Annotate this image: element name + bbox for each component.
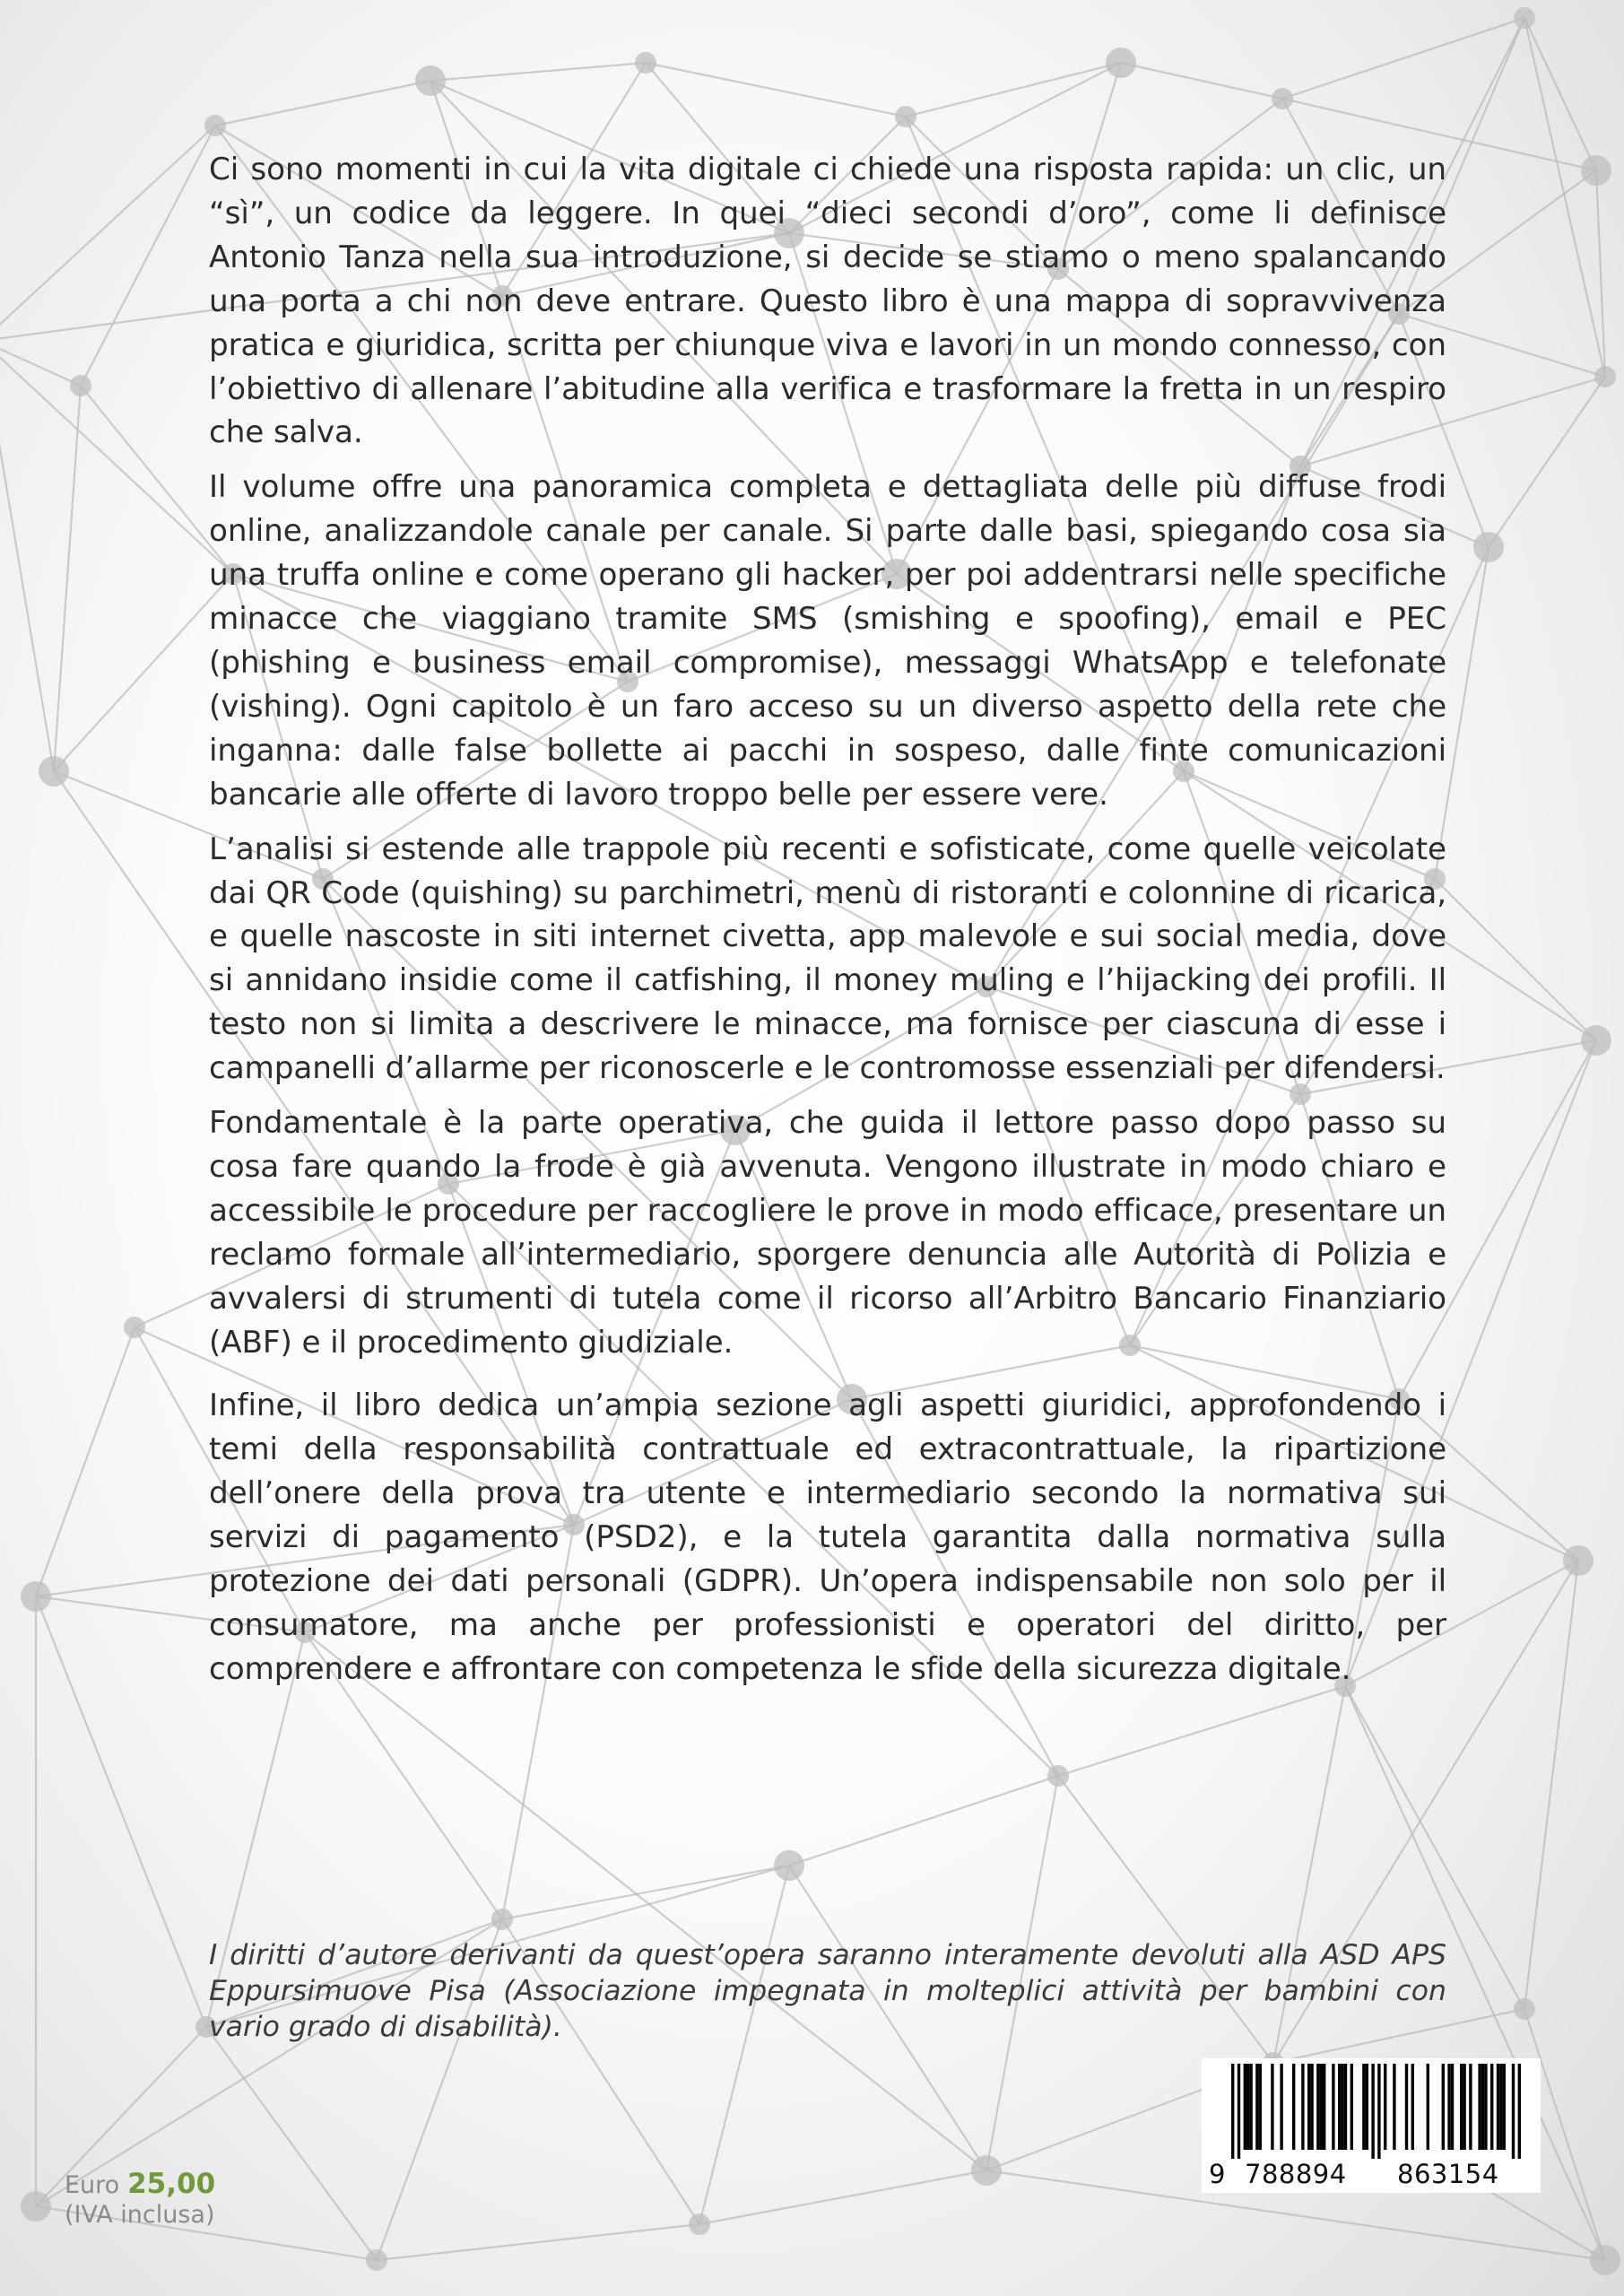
barcode-bar [1341, 2064, 1343, 2150]
network-line [0, 126, 215, 341]
network-line [789, 1776, 1058, 1866]
paragraph-intro: Ci sono momenti in cui la vita digitale ci chiede una risposta rapida: un clic, un “sì”, un codice da leggere. In quei “dieci secondi d’oro”, come li definisce Antonio Tanza nella sua introduzione, si decide se stiamo o meno spalancando una porta a chi non deve entrare. Questo libro è una mappa di sopravvivenza pratica e giuridica, scritta per chiunque viva e lavori in un mondo connesso, con l’obiettivo di allenare l’abitudine alla verifica e trasformare la fretta in un respiro che salva. [209, 152, 1446, 451]
network-node [1106, 48, 1136, 78]
price-vat-note: (IVA inclusa) [65, 2201, 215, 2229]
barcode-digit-group-1: 788894 [1245, 2159, 1347, 2189]
network-node [204, 115, 226, 136]
network-line [1435, 879, 1596, 1040]
network-line [377, 2224, 699, 2260]
barcode-bar [1280, 2064, 1282, 2150]
network-line [502, 1866, 789, 1919]
barcode-bar [1460, 2064, 1463, 2150]
barcode-bar [1411, 2064, 1414, 2150]
paragraph-overview: Il volume offre una panoramica completa e dettagliata delle più diffuse frodi online, analizzandole canale per canale. Si parte dalle basi, spiegando cosa sia una truffa online e come operano gli hacker, per poi addentrarsi nelle specifiche minacce che viaggiano tramite SMS (smishing e spoofing), email e PEC (phishing e business email compromise), messaggi WhatsApp e telefonate (vishing). Ogni capitolo è un faro acceso su un diverso aspetto della rete che inganna: dalle false bollette ai pacchi in sospeso, dalle finte comunicazioni bancarie alle offerte di lavoro troppo belle per essere vere. [209, 469, 1446, 813]
barcode-bar [1362, 2064, 1365, 2150]
network-node [971, 2155, 1002, 2186]
network-node [1047, 1765, 1069, 1787]
barcode-bar [1292, 2064, 1295, 2150]
network-line [0, 341, 54, 771]
network-line [1524, 18, 1605, 377]
network-node [1514, 7, 1535, 29]
network-line [36, 1327, 135, 1596]
barcode-bar [1344, 2064, 1347, 2150]
network-node [1581, 155, 1611, 186]
barcode-bar [1238, 2064, 1240, 2159]
network-node [1473, 532, 1504, 562]
back-cover-text [209, 148, 1446, 1702]
network-node [1272, 88, 1293, 109]
network-line [36, 1596, 206, 2027]
network-node [774, 1850, 804, 1881]
network-line [1282, 18, 1524, 99]
barcode-bar [1469, 2064, 1472, 2150]
barcode-bar [1259, 2064, 1262, 2150]
network-node [1581, 1025, 1611, 1056]
network-node [1594, 366, 1616, 387]
barcode-bar [1244, 2064, 1246, 2150]
network-node [1514, 1998, 1535, 2020]
network-line [0, 341, 233, 574]
barcode-bar [1307, 2064, 1310, 2150]
barcode-bar [1442, 2064, 1445, 2150]
barcode-bar [1490, 2064, 1493, 2150]
price-currency: Euro [65, 2171, 120, 2199]
barcode-bar [1393, 2064, 1395, 2150]
barcode-bar [1499, 2064, 1502, 2150]
barcode-bar [1481, 2064, 1484, 2150]
barcode-bar [1503, 2064, 1506, 2150]
network-line [430, 63, 646, 81]
network-line [81, 126, 215, 386]
network-line [699, 1866, 789, 2224]
network-line [1121, 63, 1282, 99]
barcode-bar [1463, 2064, 1465, 2150]
barcode-bar [1301, 2064, 1304, 2150]
barcode-digit-group-2: 863154 [1397, 2159, 1499, 2189]
barcode-bar [1451, 2064, 1454, 2150]
network-node [70, 375, 91, 396]
barcode-bar [1249, 2064, 1252, 2150]
barcode-bar [1484, 2064, 1487, 2150]
barcode-bar [1384, 2064, 1386, 2150]
isbn-barcode [1202, 2058, 1541, 2193]
network-node [1563, 1545, 1594, 1576]
price-line [65, 2169, 215, 2201]
network-line [54, 574, 233, 771]
network-line [54, 386, 81, 771]
barcode-bar [1512, 2064, 1515, 2159]
barcode-bar [1271, 2064, 1273, 2150]
network-node [21, 2191, 51, 2222]
barcode-bar [1338, 2064, 1341, 2150]
barcode-bars [1202, 2058, 1541, 2159]
barcode-bar [1332, 2064, 1334, 2150]
barcode-bar [1246, 2064, 1249, 2150]
barcode-bar [1518, 2064, 1521, 2159]
network-node [689, 2213, 710, 2235]
network-line [206, 2027, 377, 2260]
barcode-bar [1323, 2064, 1325, 2150]
paragraph-operative: Fondamentale è la parte operativa, che guida il lettore passo dopo passo su cosa fare quando la frode è già avvenuta. Vengono illustrate in modo chiaro e accessibile le procedure per raccogliere le prove in modo efficace, presentare un reclamo formale all’intermediario, sporgere denuncia alle Autorità di Polizia e avvalersi di strumenti di tutela come il ricorso all’Arbitro Bancario Finanziario (ABF) e il procedimento giudiziale. [209, 1105, 1446, 1361]
network-node [39, 756, 69, 787]
royalties-note: I diritti d’autore derivanti da quest’opera saranno interamente devoluti alla ASD APS Eppursimuove Pisa (Associazione impegnata in molteplici attività per bambini con vario grado di disabilità). [209, 1939, 1446, 2043]
network-node [415, 65, 446, 96]
price-block [65, 2169, 215, 2230]
network-line [1489, 377, 1605, 547]
network-node [491, 1909, 513, 1930]
paragraph-analysis: L’analisi si estende alle trappole più recenti e sofisticate, come quelle veicolate dai QR Code (quishing) su parchimetri, menù di ristoranti e colonnine di ricarica, e quelle nascoste in siti internet civetta, app malevole e sui social media, dove si annidano insidie come il catfishing, il money muling e l’hijacking dei profili. Il testo non si limita a descrivere le minacce, ma fornisce per ciascuna di esse i campanelli d’allarme per riconoscerle e le contromosse essenziali per difendersi. [209, 831, 1446, 1087]
barcode-bar [1255, 2064, 1258, 2150]
network-line [305, 1632, 986, 2170]
network-line [1524, 1561, 1578, 2009]
barcode-bar [1447, 2064, 1450, 2150]
barcode-bar [1316, 2064, 1319, 2150]
barcode-bar [1320, 2064, 1323, 2150]
network-node [635, 52, 656, 74]
barcode-bar [1366, 2064, 1368, 2150]
barcode-bar [1371, 2064, 1374, 2159]
barcode-bar [1231, 2064, 1234, 2159]
barcode-bar [1377, 2064, 1380, 2159]
network-node [124, 1317, 145, 1338]
barcode-digits [1202, 2159, 1541, 2191]
price-value: 25,00 [127, 2168, 216, 2200]
network-node [895, 106, 916, 127]
network-line [906, 63, 1121, 117]
barcode-bar [1478, 2064, 1481, 2150]
barcode-bar [1497, 2064, 1499, 2150]
network-node [21, 1581, 51, 1612]
network-line [215, 81, 430, 126]
barcode-bar [1405, 2064, 1408, 2150]
network-line [1524, 18, 1596, 170]
network-line [699, 2170, 986, 2224]
barcode-bar [1310, 2064, 1313, 2150]
barcode-bar [1350, 2064, 1353, 2150]
network-line [0, 341, 81, 386]
paragraph-legal: Infine, il libro dedica un’ampia sezione agli aspetti giuridici, approfondendo i temi della responsabilità contrattuale ed extracontrattuale, la ripartizione dell’onere della prova tra utente e intermediario secondo la normativa sui servizi di pagamento (PSD2), e la tutela garantita dalla normativa sulla protezione dei dati personali (GDPR). Un’opera indispensabile non solo per il consumatore, ma anche per professionisti e operatori del diritto, per comprendere e affrontare con competenza le sfide della sicurezza digitale. [209, 1387, 1446, 1687]
barcode-bar [1427, 2064, 1429, 2150]
barcode-digit-first: 9 [1209, 2159, 1226, 2189]
network-node [1590, 2245, 1620, 2275]
network-node [366, 2249, 387, 2271]
